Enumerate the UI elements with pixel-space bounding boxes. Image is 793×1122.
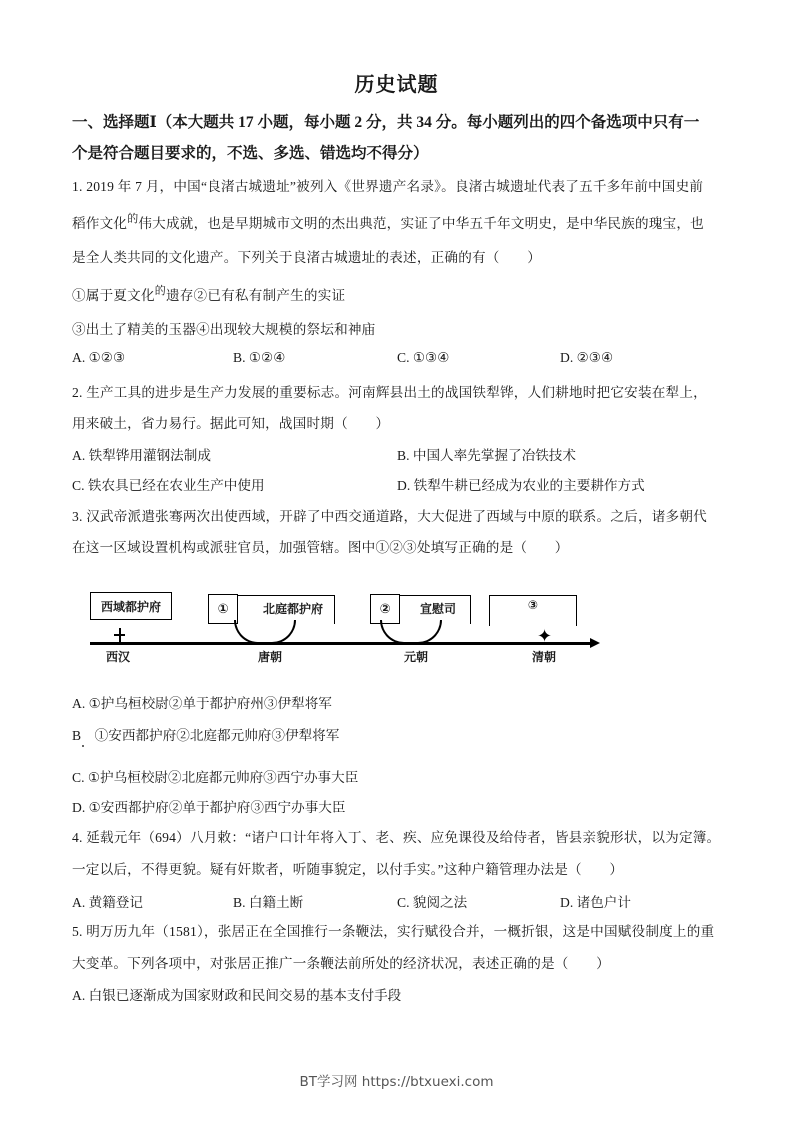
- arrow-right-icon: [590, 638, 600, 648]
- question-3-option-d[interactable]: D. ①安西都护府②单于都护府③西宁办事大臣: [72, 800, 346, 815]
- question-1-line-2: 稻作文化$^的$伟大成就，也是早期城市文明的杰出典范，实证了中华五千年文明史，是中华民族的瑰宝，也: [72, 213, 704, 231]
- question-3-option-b[interactable]: B ①安西都护府②北庭都元帅府③伊犁将军: [72, 728, 340, 743]
- blank-1-box: ①: [208, 594, 238, 624]
- question-3-line-1: 3. 汉武帝派遣张骞两次出使西域，开辟了中西交通道路，大大促进了西域与中原的联系。之后，诸多朝代: [72, 509, 707, 524]
- box-xiyu-duhufu: 西域都护府: [90, 592, 172, 620]
- question-1-line-1: 1. 2019 年 7 月，中国“良渚古城遗址”被列入《世界遗产名录》。良渚古城遗址代表了五千多年前中国史前: [72, 179, 704, 194]
- box-blank-3: ③: [489, 595, 577, 626]
- question-5-line-2: 大变革。下列各项中，对张居正推广一条鞭法前所处的经济状况，表述正确的是（ ）: [72, 956, 610, 971]
- question-2-option-d[interactable]: D. 铁犁牛耕已经成为农业的主要耕作方式: [397, 478, 645, 493]
- question-2-line-1: 2. 生产工具的进步是生产力发展的重要标志。河南辉县出土的战国铁犁铧，人们耕地时把它安装在犁上，: [72, 385, 707, 400]
- question-2-option-a[interactable]: A. 铁犁铧用灌钢法制成: [72, 448, 211, 463]
- question-2-option-c[interactable]: C. 铁农具已经在农业生产中使用: [72, 478, 265, 493]
- question-3-option-a[interactable]: A. ①护乌桓校尉②单于都护府州③伊犁将军: [72, 696, 332, 711]
- label-tang: 唐朝: [258, 650, 283, 664]
- question-4-option-d[interactable]: D. 诸色户计: [560, 895, 631, 910]
- question-4-line-2: 一定以后，不得更貌。疑有奸欺者，听随事貌定，以付手实。”这种户籍管理办法是（ ）: [72, 862, 624, 877]
- question-1-line-3: 是全人类共同的文化遗产。下列关于良渚古城遗址的表述，正确的有（ ）: [72, 250, 541, 265]
- box-xuanweisi: 宣慰司: [383, 595, 471, 624]
- page-title: 历史试题: [354, 74, 439, 96]
- bracket-arc-tang: [234, 620, 296, 644]
- question-4-option-a[interactable]: A. 黄籍登记: [72, 895, 143, 910]
- question-2-option-b[interactable]: B. 中国人率先掌握了冶铁技术: [397, 448, 576, 463]
- question-1-option-a[interactable]: A. ①②③: [72, 350, 126, 365]
- label-yuan: 元朝: [404, 650, 429, 664]
- question-1-option-d[interactable]: D. ②③④: [560, 350, 614, 365]
- question-1-statement-2: ③出土了精美的玉器④出现较大规模的祭坛和神庙: [72, 322, 376, 337]
- question-3-line-2: 在这一区域设置机构或派驻官员，加强管辖。图中①②③处填写正确的是（ ）: [72, 540, 569, 555]
- section-heading-line-2: 个是符合题目要求的，不选、多选、错选均不得分）: [72, 145, 429, 162]
- section-heading-line-1: 一、选择题Ⅰ（本大题共 17 小题，每小题 2 分，共 34 分。每小题列出的四个备选项中只有一: [72, 114, 700, 131]
- timeline-axis: [90, 642, 592, 645]
- question-5-line-1: 5. 明万历九年（1581），张居正在全国推行一条鞭法，实行赋役合并，一概折银，这是中国赋役制度上的重: [72, 924, 715, 939]
- blank-2-box: ②: [370, 594, 400, 624]
- footer-watermark: BT学习网 https://btxuexi.com: [299, 1074, 494, 1090]
- question-3-option-c[interactable]: C. ①护乌桓校尉②北庭都元帅府③西宁办事大臣: [72, 770, 359, 785]
- question-1-statement-1: ①属于夏文化$^的$遗存②已有私有制产生的实证: [72, 285, 346, 303]
- box-beiting-duhufu: 北庭都护府: [223, 595, 335, 624]
- question-4-option-b[interactable]: B. 白籍土断: [233, 895, 304, 910]
- label-qing: 清朝: [532, 650, 557, 664]
- question-1-option-c[interactable]: C. ①③④: [397, 350, 450, 365]
- question-4-option-c[interactable]: C. 貌阅之法: [397, 895, 468, 910]
- question-1-option-b[interactable]: B. ①②④: [233, 350, 286, 365]
- question-2-line-2: 用来破土，省力易行。据此可知，战国时期（ ）: [72, 416, 390, 431]
- timeline-diagram: [88, 590, 608, 670]
- question-5-option-a[interactable]: A. 白银已逐渐成为国家财政和民间交易的基本支付手段: [72, 988, 402, 1003]
- label-xihan: 西汉: [106, 650, 131, 664]
- star-marker-icon: ✦: [537, 626, 553, 646]
- question-4-line-1: 4. 延载元年（694）八月敕：“诸户口计年将入丁、老、疾、应免课役及给侍者，皆县亲貌形状，以为定簿。: [72, 830, 721, 845]
- bracket-arc-yuan: [380, 620, 442, 644]
